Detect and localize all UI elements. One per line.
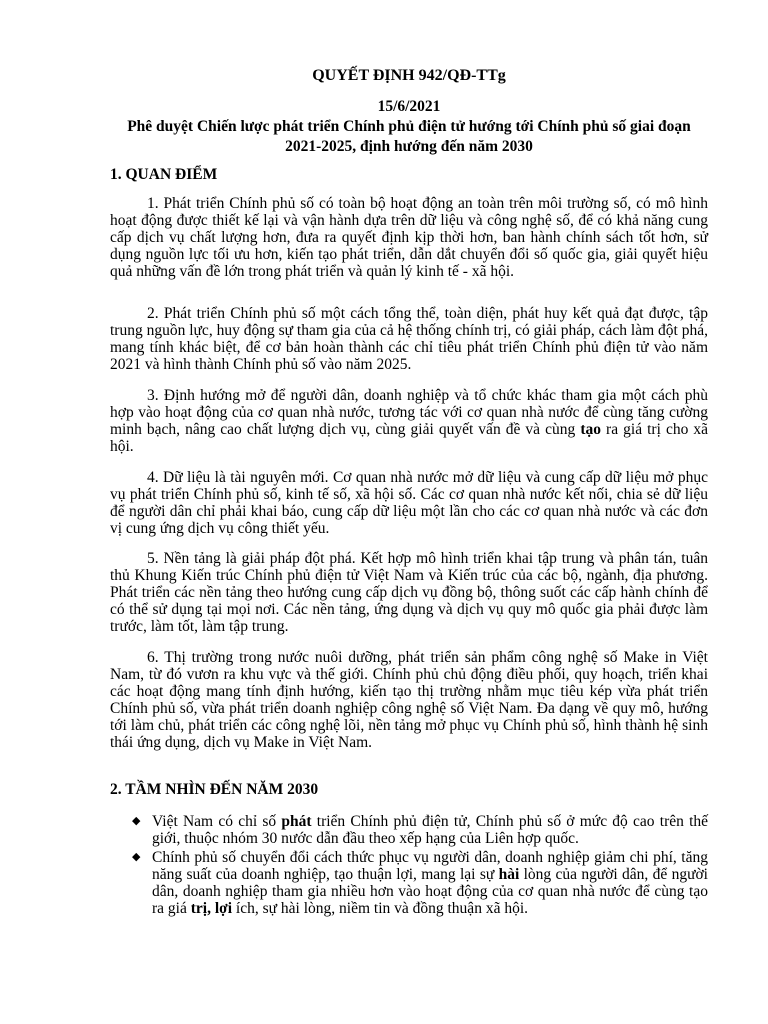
diamond-bullet-icon: ◆ (132, 815, 141, 827)
document-subtitle: Phê duyệt Chiến lược phát triển Chính phủ điện tử hướng tới Chính phủ số giai đoạn 2021-2025, định hướng đến năm 2030 (127, 118, 691, 155)
paragraph-4: 4. Dữ liệu là tài nguyên mới. Cơ quan nhà nước mở dữ liệu và cung cấp dữ liệu mở phục vụ phát triển Chính phủ số, kinh tế số, xã hội số. Các cơ quan nhà nước kết nối, chia sẻ dữ liệu để người dân chỉ phải khai báo, cung cấp dữ liệu một lần cho các cơ quan nhà nước và các đơn vị cung ứng dịch vụ công thiết yếu. (110, 469, 708, 537)
section-heading-quan-diem: 1. QUAN ĐIỂM (110, 166, 218, 183)
bullet-1-text-a: Việt Nam có chỉ số (152, 813, 277, 830)
diamond-bullet-icon: ◆ (132, 851, 141, 863)
paragraph-6: 6. Thị trường trong nước nuôi dưỡng, phát triển sản phẩm công nghệ số Make in Việt Nam, từ đó vươn ra khu vực và thế giới. Chính phủ chủ động điều phối, quy hoạch, triển khai các hoạt động mang tính định hướng, kiến tạo thị trường nhằm mục tiêu kép vừa phát triển Chính phủ số, vừa phát triển doanh nghiệp công nghệ số Việt Nam. Đa dạng về quy mô, hướng tới làm chủ, phát triển các công nghệ lõi, nền tảng mở phục vụ Chính phủ số, hình thành hệ sinh thái ứng dụng, dịch vụ Make in Việt Nam. (110, 649, 708, 751)
paragraph-3-text: 3. Định hướng mở để người dân, doanh nghiệp và tổ chức khác tham gia một cách phù hợp vào hoạt động của cơ quan nhà nước, tương tác với cơ quan nhà nước để cùng tăng cường minh bạch, nâng cao chất lượng dịch vụ, cùng giải quyết vấn đề và cùng (110, 387, 708, 438)
list-item (130, 813, 708, 847)
paragraph-2: 2. Phát triển Chính phủ số một cách tổng thể, toàn diện, phát huy kết quả đạt được, tập trung nguồn lực, huy động sự tham gia của cả hệ thống chính trị, có giải pháp, cách làm đột phá, mang tính khác biệt, để cơ bản hoàn thành các chỉ tiêu phát triển Chính phủ điện tử vào năm 2021 và hình thành Chính phủ số vào năm 2025. (110, 305, 708, 373)
bullet-1-bold: phát (281, 813, 312, 830)
bullet-1-text-b: triển Chính phủ điện tử, Chính phủ số ở mức độ cao trên thế giới, thuộc nhóm 30 nước dẫn đầu theo xếp hạng của Liên hợp quốc. (152, 813, 709, 847)
paragraph-3-bold: tạo (580, 421, 601, 438)
paragraph-1: 1. Phát triển Chính phủ số có toàn bộ hoạt động an toàn trên môi trường số, có mô hình hoạt động được thiết kế lại và vận hành dựa trên dữ liệu và công nghệ số, để có khả năng cung cấp dịch vụ chất lượng hơn, đưa ra quyết định kịp thời hơn, ban hành chính sách tốt hơn, sử dụng nguồn lực tối ưu hơn, kiến tạo phát triển, dẫn dắt chuyển đổi số quốc gia, giải quyết hiệu quả những vấn đề lớn trong phát triển và quản lý kinh tế - xã hội. (110, 195, 708, 280)
bullet-2-bold-2: trị, lợi (190, 900, 233, 917)
document-date: 15/6/2021 (377, 98, 441, 115)
bullet-2-text-c: ích, sự hài lòng, niềm tin và đồng thuận xã hội. (235, 900, 528, 917)
bullet-2-text-b: lòng của người dân, để người dân, doanh nghiệp tham gia nhiều hơn vào hoạt động của cơ quan nhà nước để cùng tạo ra giá (152, 866, 708, 917)
paragraph-3-tail: ra giá trị cho xã hội. (110, 421, 709, 455)
bullet-2-text-a: Chính phủ số chuyển đổi cách thức phục vụ người dân, doanh nghiệp giảm chi phí, tăng năng suất của doanh nghiệp, tạo thuận lợi, mang lại sự (152, 849, 708, 883)
vision-bullet-list (130, 813, 708, 919)
section-heading-tam-nhin: 2. TẦM NHÌN ĐẾN NĂM 2030 (110, 781, 319, 798)
bullet-2-bold-1: hài (498, 866, 520, 883)
list-item (130, 849, 708, 917)
paragraph-5: 5. Nền tảng là giải pháp đột phá. Kết hợp mô hình triển khai tập trung và phân tán, tuân thủ Khung Kiến trúc Chính phủ điện tử Việt Nam và Kiến trúc của các bộ, ngành, địa phương. Phát triển các nền tảng theo hướng cung cấp dịch vụ đồng bộ, thông suốt các cấp hành chính để có thể sử dụng tại mọi nơi. Các nền tảng, ứng dụng và dịch vụ quy mô quốc gia phải được làm trước, làm tốt, làm tập trung. (110, 550, 708, 635)
paragraph-3 (110, 387, 708, 455)
document-title: QUYẾT ĐỊNH 942/QĐ-TTg (312, 67, 506, 84)
